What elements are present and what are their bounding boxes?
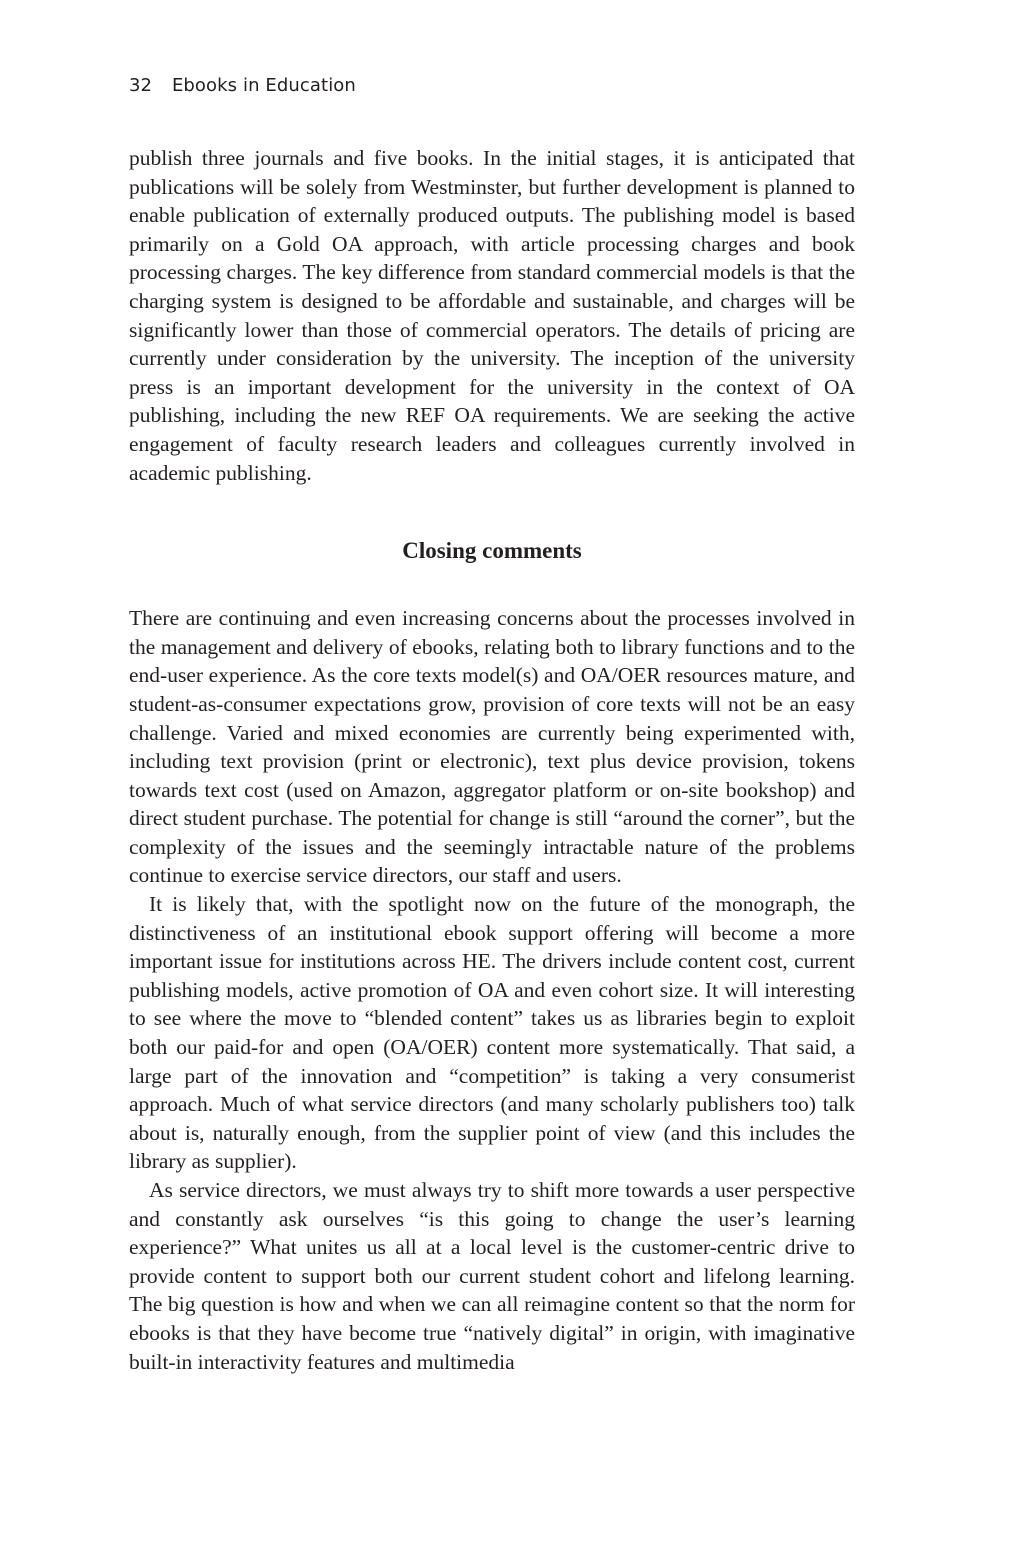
main-text [129, 144, 855, 1376]
body-paragraph: There are continuing and even increasing concerns about the processes involved in the management and delivery of ebooks, relating both to library functions and to the end-user experience. As the core texts model(s) and OA/​OER resources mature, and student-as-consumer expectations grow, provision of core texts will not be an easy challenge. Varied and mixed economies are currently being experimented with, including text provision (print or electronic), text plus device provision, tokens towards text cost (used on Amazon, aggregator platform or on-site bookshop) and direct student purchase. The potential for change is still “around the corner”, but the complexity of the issues and the seemingly intractable nature of the problems continue to exercise service directors, our staff and users. [129, 606, 855, 888]
body-paragraph: As service directors, we must always try to shift more towards a user perspective and constantly ask ourselves “is this going to change the user’s learning experience?” What unites us all at a local level is the customer-centric drive to provide content to support both our current student cohort and lifelong learning. The big question is how and when we can all reimagine content so that the norm for ebooks is that they have become true “natively digital” in origin, with imaginative built-in interactivity features and multimedia [129, 1178, 855, 1374]
body-paragraph: publish three journals and five books. In the initial stages, it is anticipated that publications will be solely from Westminster, but further development is planned to enable publication of externally produced outputs. The publishing model is based primarily on a Gold OA approach, with article processing charges and book processing charges. The key difference from standard commercial models is that the charging system is designed to be affordable and sustainable, and charges will be significantly lower than those of commercial operators. The details of pricing are currently under consideration by the university. The inception of the university press is an important development for the university in the context of OA publishing, including the new REF OA requirements. We are seeking the active engagement of faculty research leaders and colleagues currently involved in academic publishing. [129, 146, 855, 485]
running-title: Ebooks in Education [171, 75, 356, 96]
page-number: 32 [129, 75, 153, 96]
section-heading: Closing comments [402, 538, 582, 564]
running-head [129, 75, 356, 96]
body-paragraph: It is likely that, with the spotlight now on the future of the monograph, the distinctiveness of an institutional ebook support offering will become a more important issue for institutions across HE. The drivers include content cost, current publishing models, active promotion of OA and even cohort size. It will interesting to see where the move to “blended content” takes us as libraries begin to exploit both our paid-for and open (OA/OER) content more systematically. That said, a large part of the innovation and “competition” is taking a very consumerist approach. Much of what service directors (and many scholarly publishers too) talk about is, naturally enough, from the supplier point of view (and this includes the library as supplier). [129, 892, 855, 1174]
